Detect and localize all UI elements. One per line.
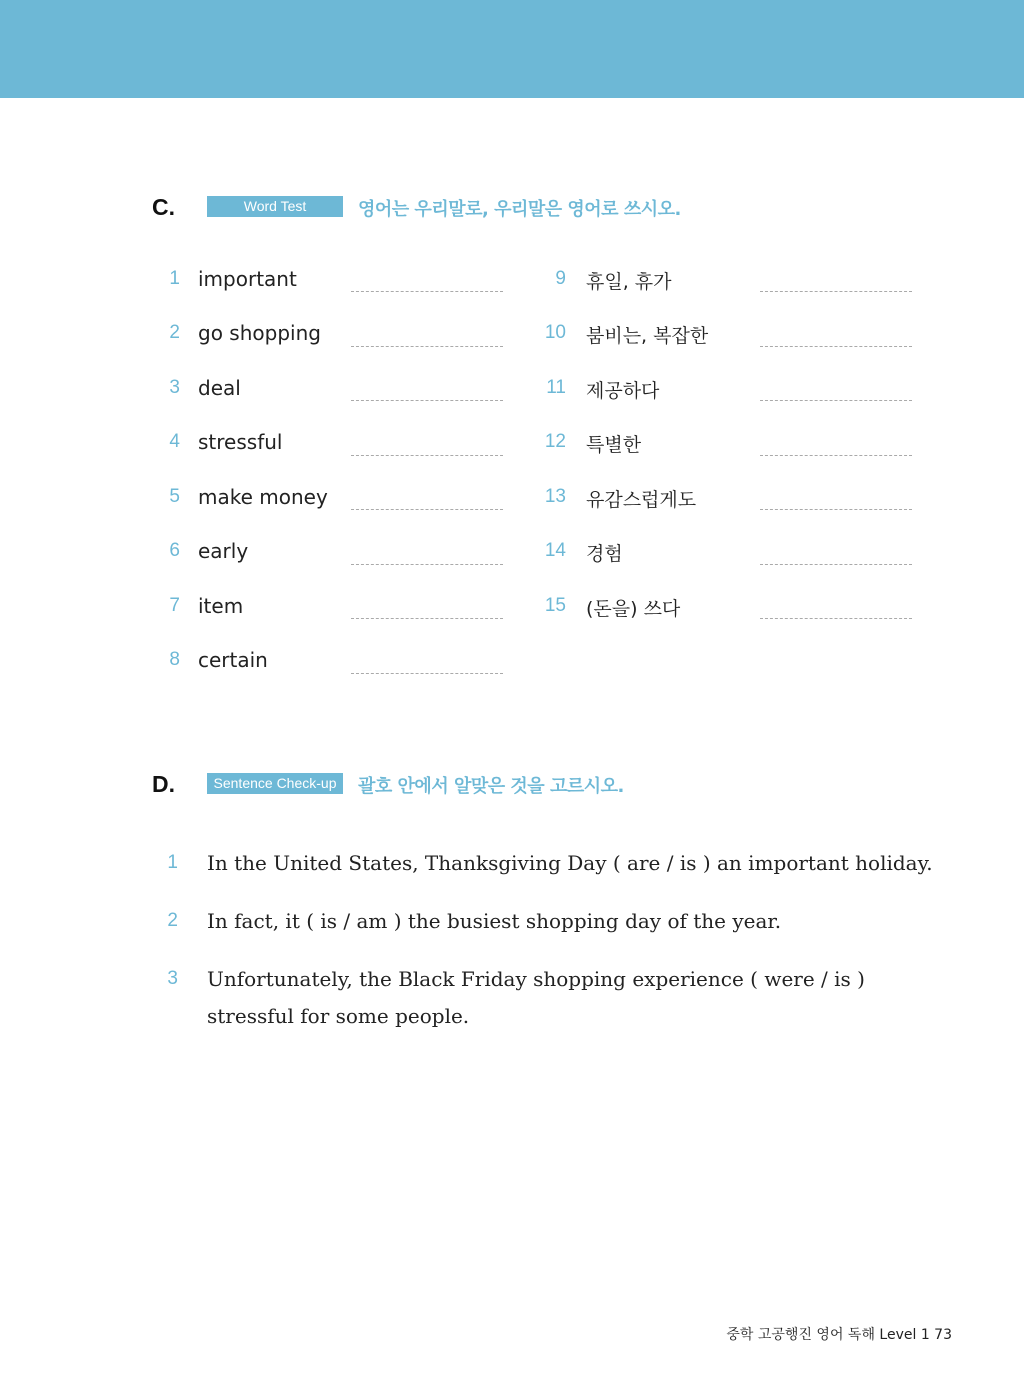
- word-number: 5: [169, 486, 180, 507]
- answer-blank[interactable]: [760, 291, 912, 292]
- word-term: go shopping: [198, 321, 321, 345]
- word-term: 붐비는, 복잡한: [586, 325, 709, 347]
- page-footer: 중학 고공행진 영어 독해 Level 1 73: [726, 1327, 952, 1343]
- word-term: 유감스럽게도: [586, 489, 697, 511]
- answer-blank[interactable]: [351, 673, 503, 674]
- word-term: 특별한: [586, 434, 642, 456]
- answer-blank[interactable]: [351, 400, 503, 401]
- word-term: important: [198, 267, 297, 291]
- word-term: certain: [198, 648, 268, 672]
- answer-blank[interactable]: [351, 618, 503, 619]
- sentence-text: In fact, it ( is / am ) the busiest shopping day of the year.: [207, 909, 782, 933]
- section-c-tag: Word Test: [207, 196, 343, 217]
- answer-blank[interactable]: [351, 564, 503, 565]
- word-number: 12: [544, 431, 566, 452]
- section-d-tag: Sentence Check-up: [207, 773, 343, 794]
- word-number: 6: [169, 540, 180, 561]
- word-number: 13: [544, 486, 566, 507]
- word-term: 제공하다: [586, 380, 660, 402]
- word-term: (돈을) 쓰다: [586, 598, 681, 620]
- answer-blank[interactable]: [760, 618, 912, 619]
- word-number: 7: [169, 595, 180, 616]
- section-d-letter: D.: [152, 771, 175, 797]
- answer-blank[interactable]: [351, 291, 503, 292]
- word-number: 1: [169, 268, 180, 289]
- word-term: item: [198, 594, 244, 618]
- section-c-letter: C.: [152, 194, 175, 220]
- answer-blank[interactable]: [760, 564, 912, 565]
- word-number: 8: [169, 649, 180, 670]
- word-number: 2: [169, 322, 180, 343]
- word-number: 11: [546, 377, 566, 398]
- answer-blank[interactable]: [760, 455, 912, 456]
- answer-blank[interactable]: [351, 455, 503, 456]
- sentence-number: 1: [167, 852, 178, 873]
- answer-blank[interactable]: [760, 509, 912, 510]
- word-term: early: [198, 539, 249, 563]
- sentence-number: 2: [167, 910, 178, 931]
- sentence-number: 3: [167, 968, 178, 989]
- answer-blank[interactable]: [351, 346, 503, 347]
- word-number: 4: [169, 431, 180, 452]
- word-number: 3: [169, 377, 180, 398]
- word-term: deal: [198, 376, 241, 400]
- answer-blank[interactable]: [351, 509, 503, 510]
- word-term: 경험: [586, 543, 623, 565]
- word-term: make money: [198, 485, 328, 509]
- word-term: stressful: [198, 430, 283, 454]
- word-number: 14: [544, 540, 566, 561]
- section-d-instruction: 괄호 안에서 알맞은 것을 고르시오.: [358, 776, 624, 797]
- word-number: 9: [555, 268, 566, 289]
- sentence-text: Unfortunately, the Black Friday shopping experience ( were / is ) stressful for some people.: [207, 967, 865, 1028]
- sentence-text: In the United States, Thanksgiving Day ( are / is ) an important holiday.: [207, 851, 933, 875]
- word-term: 휴일, 휴가: [586, 271, 672, 293]
- answer-blank[interactable]: [760, 400, 912, 401]
- word-number: 15: [544, 595, 566, 616]
- header-band: [0, 0, 1024, 98]
- word-number: 10: [544, 322, 566, 343]
- answer-blank[interactable]: [760, 346, 912, 347]
- section-c-instruction: 영어는 우리말로, 우리말은 영어로 쓰시오.: [358, 199, 681, 220]
